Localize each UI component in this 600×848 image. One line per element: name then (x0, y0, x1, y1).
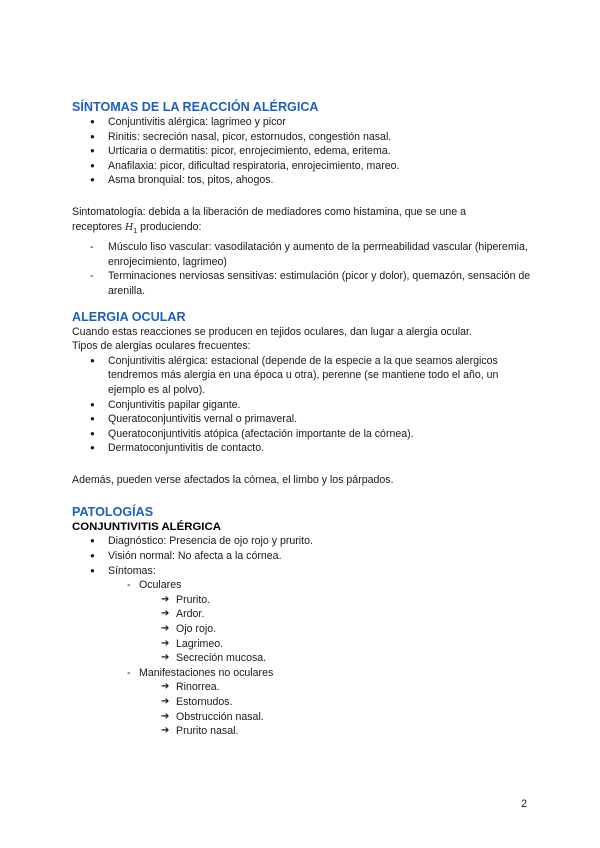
sintomatologia-intro (72, 205, 532, 239)
list-item: ➔ Estornudos. (161, 695, 532, 710)
list-item: ● Anafilaxia: picor, dificultad respiratoria, enrojecimiento, mareo. (85, 159, 532, 174)
ocular-types-intro: Tipos de alergias oculares frecuentes: (72, 340, 251, 353)
list-item: - Terminaciones nerviosas sensitivas: estimulación (picor y dolor), quemazón, sensación de arenilla. (85, 269, 532, 298)
no-oculares-label: Manifestaciones no oculares (139, 666, 274, 679)
intro-suffix: produciendo: (140, 220, 202, 233)
oculares-list (139, 593, 532, 666)
ocular-note: Además, pueden verse afectados la córnea, el limbo y los párpados. (72, 473, 394, 486)
ocular-paragraph: Cuando estas reacciones se producen en tejidos oculares, dan lugar a alergia ocular. (72, 325, 472, 338)
list-item: ➔ Ardor. (161, 607, 532, 622)
list-item: ➔ Secreción mucosa. (161, 651, 532, 666)
patologias-list (72, 534, 532, 578)
intro-line-a: Sintomatología: debida a la liberación de mediadores como histamina, que se une a (72, 205, 466, 218)
sintomas-sublist (72, 578, 532, 739)
list-item: ➔ Ojo rojo. (161, 622, 532, 637)
list-item: ● Urticaria o dermatitis: picor, enrojecimiento, edema, eritema. (85, 144, 532, 159)
list-item: ➔ Prurito nasal. (161, 724, 532, 739)
list-item: ➔ Lagrimeo. (161, 637, 532, 652)
no-oculares-list (139, 680, 532, 738)
list-item: ● Queratoconjuntivitis atópica (afectación importante de la córnea). (85, 427, 532, 442)
list-item: ● Asma bronquial: tos, pitos, ahogos. (85, 173, 532, 188)
list-item: ● Síntomas: (85, 564, 532, 579)
intro-prefix: receptores (72, 220, 123, 233)
heading-patologias: PATOLOGÍAS (72, 505, 154, 520)
page-number: 2 (521, 798, 528, 810)
list-item: ● Conjuntivitis alérgica: lagrimeo y picor (85, 115, 532, 130)
page-content (72, 99, 532, 739)
ocular-types-list (72, 354, 532, 456)
list-item: ● Diagnóstico: Presencia de ojo rojo y prurito. (85, 534, 532, 549)
sintomas-list (72, 115, 532, 188)
receptor-symbol: H (125, 221, 134, 233)
list-item: ● Visión normal: No afecta a la córnea. (85, 549, 532, 564)
list-item: ● Conjuntivitis alérgica: estacional (depende de la especie a la que seamos alergicos tendremos más alergia en una época u otra), perenne (se mantiene todo el año, un ejemplo es al polvo). (85, 354, 532, 398)
list-item: ● Queratoconjuntivitis vernal o primaveral. (85, 412, 532, 427)
list-item-no-oculares (124, 666, 532, 739)
list-item-oculares (124, 578, 532, 666)
sintomatologia-list (72, 240, 532, 298)
receptor-subscript: 1 (133, 227, 138, 235)
list-item: - Músculo liso vascular: vasodilatación y aumento de la permeabilidad vascular (hiperemia, enrojecimiento, lagrimeo) (85, 240, 532, 269)
list-item: ● Conjuntivitis papilar gigante. (85, 398, 532, 413)
oculares-label: Oculares (139, 579, 182, 592)
heading-alergia-ocular: ALERGIA OCULAR (72, 309, 186, 324)
list-item: ● Rinitis: secreción nasal, picor, estornudos, congestión nasal. (85, 130, 532, 145)
list-item: ➔ Rinorrea. (161, 680, 532, 695)
list-item: ➔ Obstrucción nasal. (161, 710, 532, 725)
heading-conjuntivitis: CONJUNTIVITIS ALÉRGICA (72, 521, 221, 534)
list-item: ● Dermatoconjuntivitis de contacto. (85, 441, 532, 456)
heading-sintomas: SÍNTOMAS DE LA REACCIÓN ALÉRGICA (72, 100, 319, 114)
list-item: ➔ Prurito. (161, 593, 532, 608)
